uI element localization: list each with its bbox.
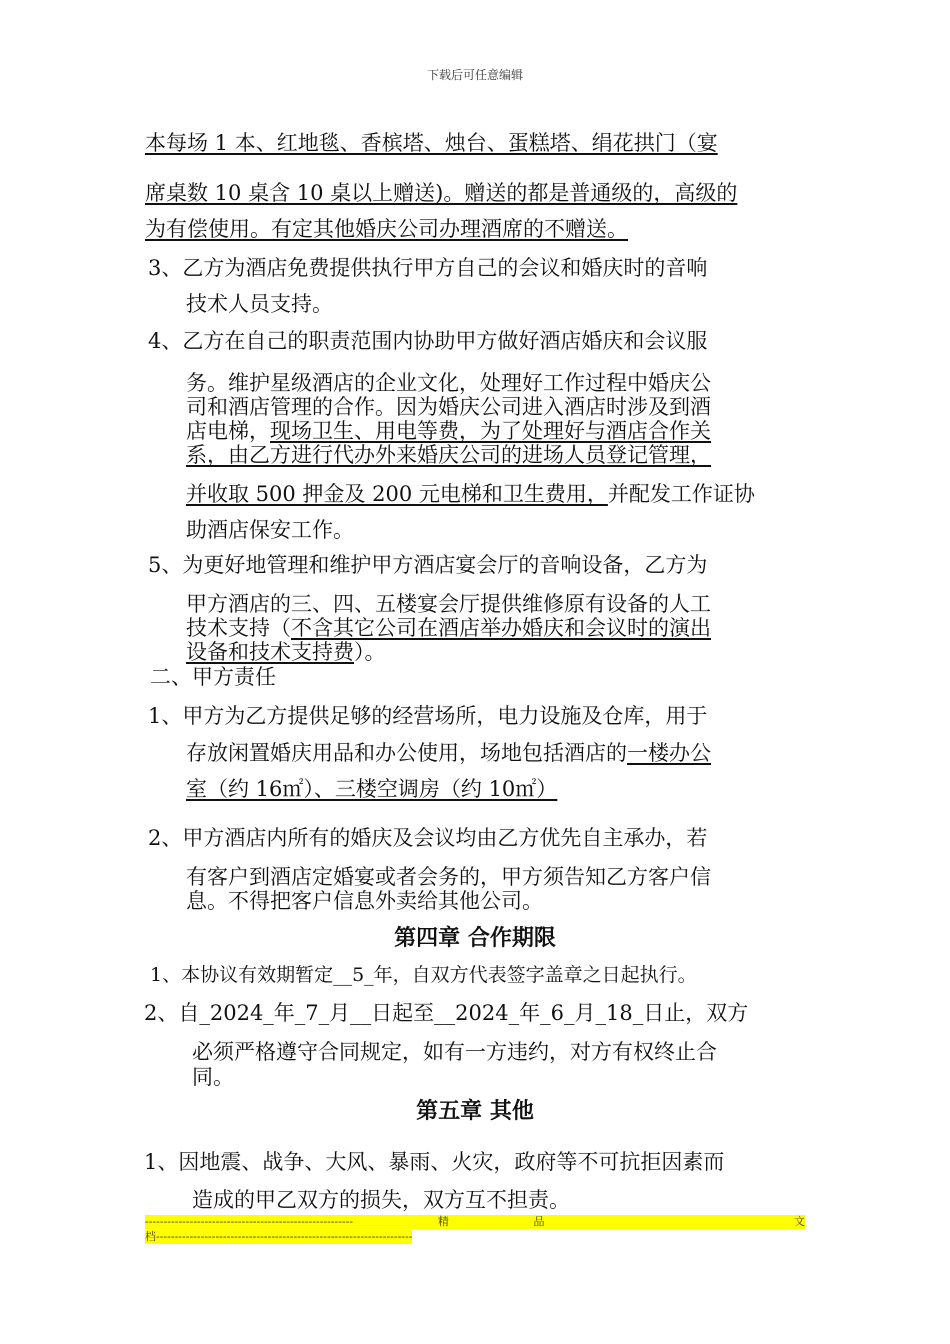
text-line: 2、自_2024_年_7_月__日起至__2024_年_6_月_18_日止，双方 (144, 1001, 749, 1025)
text-line: 息。不得把客户信息外卖给其他公司。 (186, 889, 543, 913)
text-line (186, 639, 386, 665)
text-line: 1、本协议有效期暂定__5_年，自双方代表签字盖章之日起执行。 (150, 964, 697, 986)
text-line: 室（约 16㎡）、三楼空调房（约 10㎡） (186, 777, 558, 801)
text-span: ）。 (354, 640, 386, 664)
footer-word: 精 (437, 1215, 449, 1228)
text-line: 本每场 1 本、红地毯、香槟塔、烛台、蛋糕塔、绢花拱门（宴 (145, 131, 718, 155)
text-line: 为有偿使用。有定其他婚庆公司办理酒席的不赠送。 (145, 217, 628, 241)
text-span: 存放闲置婚庆用品和办公使用，场地包括酒店的 (186, 741, 627, 765)
text-span: 技术支持（ (186, 616, 291, 640)
footer-gap (629, 1215, 709, 1229)
text-line: 司和酒店管理的合作。因为婚庆公司进入酒店时涉及到酒 (186, 395, 711, 419)
text-span: 并配发工作证协 (607, 482, 755, 506)
underlined-span: 设备和技术支持费 (186, 640, 354, 664)
footer-word: 品 (533, 1215, 545, 1228)
list-item-1: 1、因地震、战争、大风、暴雨、火灾，政府等不可抗拒因素而 (144, 1150, 725, 1174)
list-item-3: 3、乙方为酒店免费提供执行甲方自己的会议和婚庆时的音响 (148, 256, 708, 280)
text-line: 席桌数 10 桌含 10 桌以上赠送)。赠送的都是普通级的，高级的 (145, 181, 738, 205)
underlined-span: 现场卫生、用电等费，为了处理好与酒店合作关 (270, 419, 711, 443)
list-item-2: 2、甲方酒店内所有的婚庆及会议均由乙方优先自主承办，若 (148, 826, 708, 850)
footer-watermark-line-2: 档--------------------------------------------------------------------- (145, 1230, 413, 1243)
text-line: 系，由乙方进行代办外来婚庆公司的进场人员登记管理， (186, 443, 711, 467)
underlined-span: 并收取 500 押金及 200 元电梯和卫生费用， (186, 482, 608, 506)
text-line: 有客户到酒店定婚宴或者会务的，甲方须告知乙方客户信 (186, 865, 711, 889)
chapter-four-heading: 第四章 合作期限 (394, 925, 556, 951)
underlined-span: 一楼办公 (627, 741, 711, 765)
page-header: 下载后可任意编辑 (426, 68, 523, 82)
text-line (186, 740, 711, 766)
list-item-4: 4、乙方在自己的职责范围内协助甲方做好酒店婚庆和会议服 (148, 329, 708, 353)
underlined-span: 不含其它公司在酒店举办婚庆和会议时的演出 (291, 616, 711, 640)
text-line: 务。维护星级酒店的企业文化，处理好工作过程中婚庆公 (186, 371, 711, 395)
text-line (186, 481, 755, 507)
text-line: 助酒店保安工作。 (186, 518, 354, 542)
text-line (186, 418, 711, 444)
text-line (186, 615, 711, 641)
text-line: 同。 (192, 1065, 234, 1089)
text-span: 店电梯， (186, 419, 270, 443)
text-line: 甲方酒店的三、四、五楼宴会厅提供维修原有设备的人工 (186, 592, 711, 616)
section-heading: 二、甲方责任 (150, 665, 276, 689)
text-line: 必须严格遵守合同规定，如有一方违约，对方有权终止合 (192, 1040, 717, 1064)
text-line: 技术人员支持。 (186, 292, 333, 316)
list-item-5: 5、为更好地管理和维护甲方酒店宴会厅的音响设备，乙方为 (148, 553, 708, 577)
chapter-five-heading: 第五章 其他 (416, 1098, 534, 1124)
text-line: 造成的甲乙双方的损失，双方互不担责。 (192, 1188, 570, 1212)
footer-dashes: -------------------------------------------------------- (145, 1215, 354, 1228)
list-item-1: 1、甲方为乙方提供足够的经营场所，电力设施及仓库，用于 (148, 704, 708, 728)
footer-word: 文 (793, 1215, 805, 1228)
footer-watermark-line (145, 1215, 805, 1229)
